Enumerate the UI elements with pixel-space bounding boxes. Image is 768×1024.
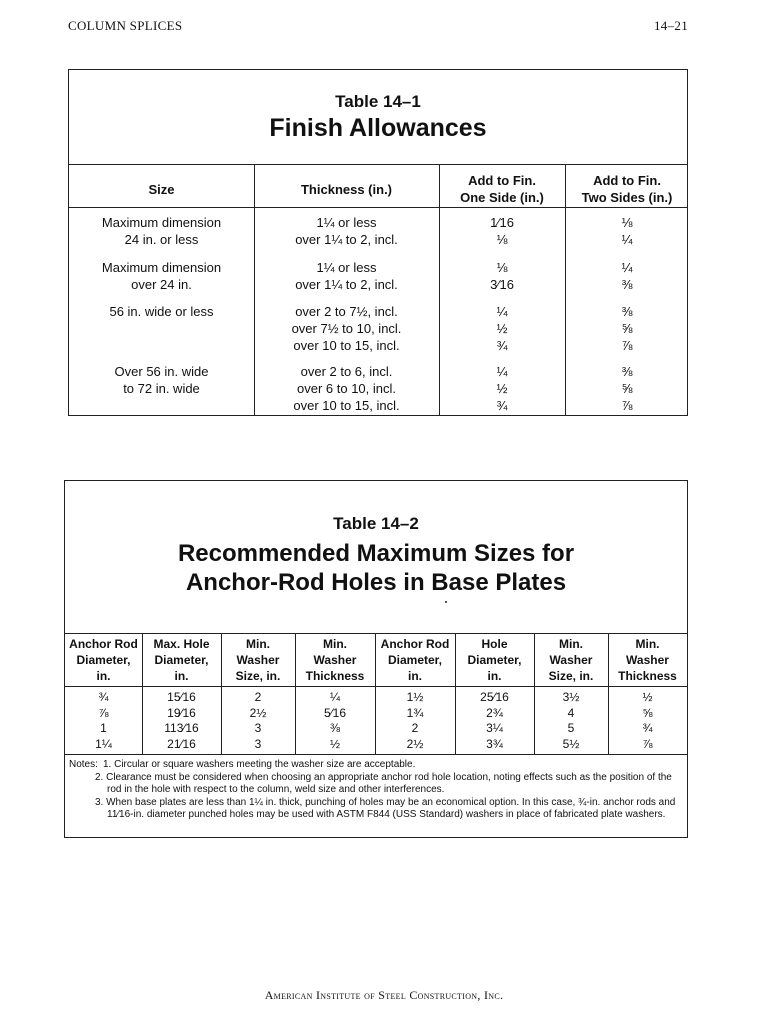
size-cell: Over 56 in. wide to 72 in. wide	[114, 364, 209, 396]
stray-mark	[445, 601, 447, 603]
column-header: Size	[148, 182, 175, 197]
size-cell: Maximum dimension 24 in. or less	[101, 215, 222, 247]
note-item: 1. Circular or square washers meeting the washer size are acceptable.	[103, 759, 416, 770]
publisher-footer: American Institute of Steel Construction, Inc.	[264, 988, 504, 1002]
two-sides-cell: ⅜ ⅝ ⅞	[621, 304, 633, 353]
column-header: Thickness (in.)	[300, 182, 393, 197]
two-sides-cell: ⅛ ¼	[621, 215, 633, 247]
anchor-rod-diameter-cell: ¾ ⅞ 1 1¼	[95, 690, 112, 751]
finish-allowances-table	[68, 69, 688, 416]
thickness-cell: over 2 to 6, incl. over 6 to 10, incl. over 10 to 15, incl.	[293, 364, 400, 413]
thickness-cell: 1¼ or less over 1¼ to 2, incl.	[295, 215, 398, 247]
divider	[65, 754, 687, 755]
table-number: Table 14–1	[335, 92, 421, 111]
min-washer-size-cell: 3½ 4 5 5½	[562, 690, 580, 751]
running-header-section: COLUMN SPLICES	[68, 18, 183, 33]
anchor-rod-holes-table	[64, 480, 688, 838]
min-washer-thickness-cell: ½ ⅝ ¾ ⅞	[642, 690, 653, 751]
table-notes	[69, 759, 681, 822]
column-header: Max. Hole Diameter, in.	[153, 637, 210, 683]
divider	[69, 164, 687, 165]
one-side-cell: ⅛ 3⁄16	[490, 260, 514, 292]
divider	[65, 633, 687, 634]
size-cell: Maximum dimension over 24 in.	[101, 260, 222, 292]
column-header: Add to Fin. One Side (in.)	[460, 173, 544, 205]
hole-diameter-cell: 25⁄16 2¾ 3¼ 3¾	[480, 690, 509, 751]
thickness-cell: over 2 to 7½, incl. over 7½ to 10, incl. over 10 to 15, incl.	[291, 304, 402, 353]
column-header: Min. Washer Size, in.	[235, 637, 281, 683]
column-header: Min. Washer Thickness	[305, 637, 365, 683]
column-header: Hole Diameter, in.	[467, 637, 522, 683]
note-item: 3. When base plates are less than 1¼ in. thick, punching of holes may be an economical option. In this case, ¾-in. anchor rods and 11⁄16-in. diameter punched holes may be used with ASTM F844 (USS Standard) washers in place of fabricated plate washers.	[95, 796, 676, 820]
one-side-cell: ¼ ½ ¾	[496, 304, 508, 353]
one-side-cell: ¼ ½ ¾	[496, 364, 508, 413]
divider	[65, 686, 687, 687]
page-number: 14–21	[654, 18, 688, 33]
max-hole-diameter-cell: 15⁄16 19⁄16 113⁄16 21⁄16	[164, 690, 199, 751]
notes-label: Notes:	[69, 759, 98, 770]
thickness-cell: 1¼ or less over 1¼ to 2, incl.	[295, 260, 398, 292]
anchor-rod-diameter-cell: 1½ 1¾ 2 2½	[406, 690, 424, 751]
column-header: Min. Washer Thickness	[618, 637, 677, 683]
min-washer-thickness-cell: ¼ 5⁄16 ⅜ ½	[323, 690, 347, 751]
size-cell: 56 in. wide or less	[109, 304, 214, 319]
note-item: 2. Clearance must be considered when choosing an appropriate anchor rod hole location, noting effects such as the position of the rod in the hole with respect to the column, weld size and other interferences.	[95, 771, 672, 795]
column-header: Min. Washer Size, in.	[548, 637, 594, 683]
two-sides-cell: ¼ ⅜	[621, 260, 633, 292]
two-sides-cell: ⅜ ⅝ ⅞	[621, 364, 633, 413]
column-header: Anchor Rod Diameter, in.	[69, 637, 138, 683]
divider	[69, 207, 687, 208]
one-side-cell: 1⁄16 ⅛	[490, 215, 514, 247]
table-number: Table 14–2	[333, 514, 419, 533]
min-washer-size-cell: 2 2½ 3 3	[249, 690, 267, 751]
table-title: Recommended Maximum Sizes for Anchor-Rod Holes in Base Plates	[177, 540, 575, 596]
column-header: Add to Fin. Two Sides (in.)	[581, 173, 673, 205]
column-header: Anchor Rod Diameter, in.	[380, 637, 450, 683]
table-title: Finish Allowances	[269, 114, 487, 142]
